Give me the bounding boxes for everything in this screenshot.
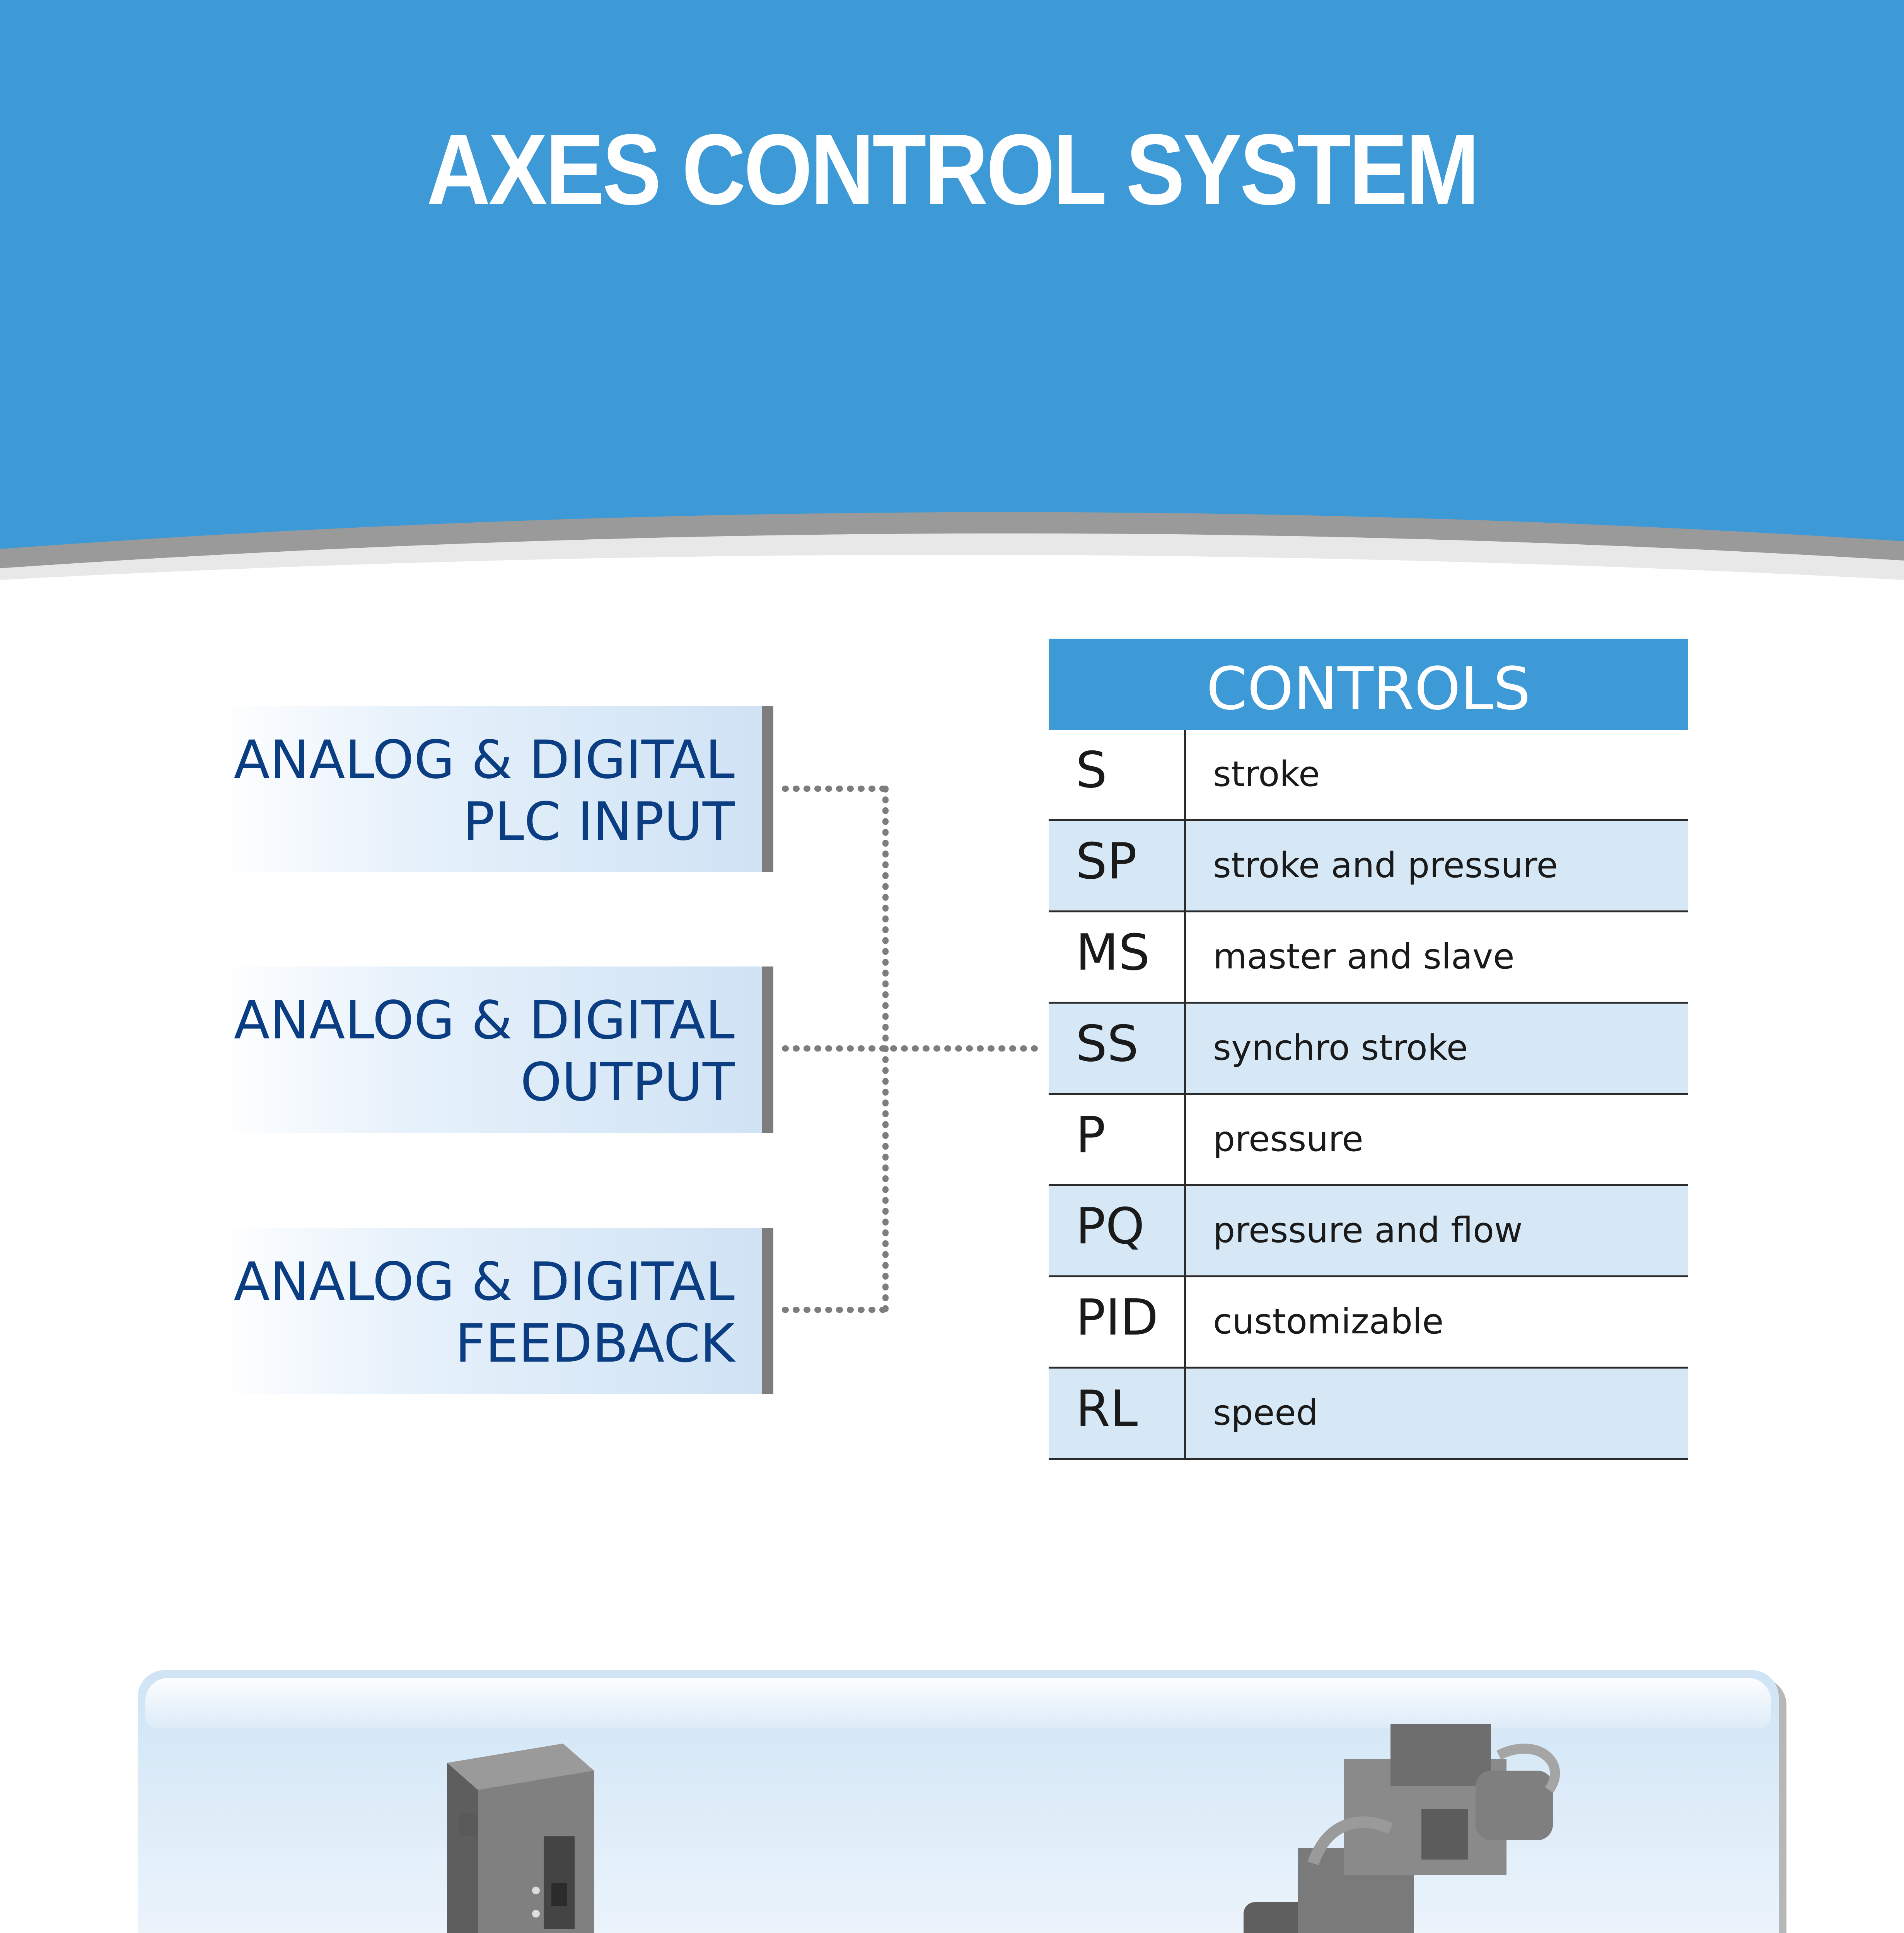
column-divider [1184,821,1186,910]
control-code: MS [1076,924,1150,982]
column-divider [1184,912,1186,1002]
input-box-plc [217,706,773,872]
control-description: stroke [1213,754,1320,794]
column-divider [1184,1095,1186,1184]
controls-row-p [1049,1095,1688,1186]
controls-row-s [1049,730,1688,821]
input-label-line2: OUTPUT [520,1052,735,1113]
header-curve [0,495,1904,580]
input-label-line2: FEEDBACK [455,1313,735,1374]
control-code: S [1076,741,1107,799]
input-box-feedback [217,1228,773,1394]
header-banner [0,0,1904,549]
control-code: PQ [1076,1198,1145,1255]
control-code: SS [1076,1015,1139,1073]
input-box-bar [762,966,773,1133]
controls-row-rl [1049,1369,1688,1460]
controls-row-ss [1049,1004,1688,1095]
column-divider [1184,1186,1186,1275]
control-code: SP [1076,833,1137,890]
input-label-feedback [234,1251,735,1375]
column-divider [1184,1369,1186,1458]
controls-row-sp [1049,821,1688,912]
input-label-line1: ANALOG & DIGITAL [234,1251,735,1313]
control-description: customizable [1213,1301,1444,1342]
control-description: pressure and flow [1213,1210,1523,1251]
control-description: speed [1213,1393,1318,1433]
controls-row-pq [1049,1186,1688,1277]
control-code: P [1076,1106,1106,1164]
control-code: RL [1076,1380,1138,1438]
input-box-bar [762,706,773,872]
controls-header [1049,639,1688,730]
column-divider [1184,1277,1186,1367]
control-code: PID [1076,1289,1158,1347]
controls-row-ms [1049,912,1688,1004]
control-description: master and slave [1213,936,1515,977]
input-label-line1: ANALOG & DIGITAL [234,990,735,1051]
input-label-output [234,990,735,1113]
control-description: stroke and pressure [1213,845,1558,886]
valve-assembly-image [1228,1701,1576,1933]
controls-row-pid [1049,1277,1688,1369]
input-box-bar [762,1228,773,1394]
controls-title: CONTROLS [1206,655,1531,723]
input-box-output [217,966,773,1133]
input-label-plc [234,729,735,853]
column-divider [1184,1004,1186,1093]
input-label-line2: PLC INPUT [463,791,735,852]
control-description: pressure [1213,1119,1363,1159]
controller-module-image [424,1728,671,1933]
column-divider [1184,730,1186,819]
page-title: AXES CONTROL SYSTEM [427,114,1477,226]
hydraulic-panel [138,1670,1779,1933]
control-description: synchro stroke [1213,1028,1468,1068]
input-label-line1: ANALOG & DIGITAL [234,730,735,791]
